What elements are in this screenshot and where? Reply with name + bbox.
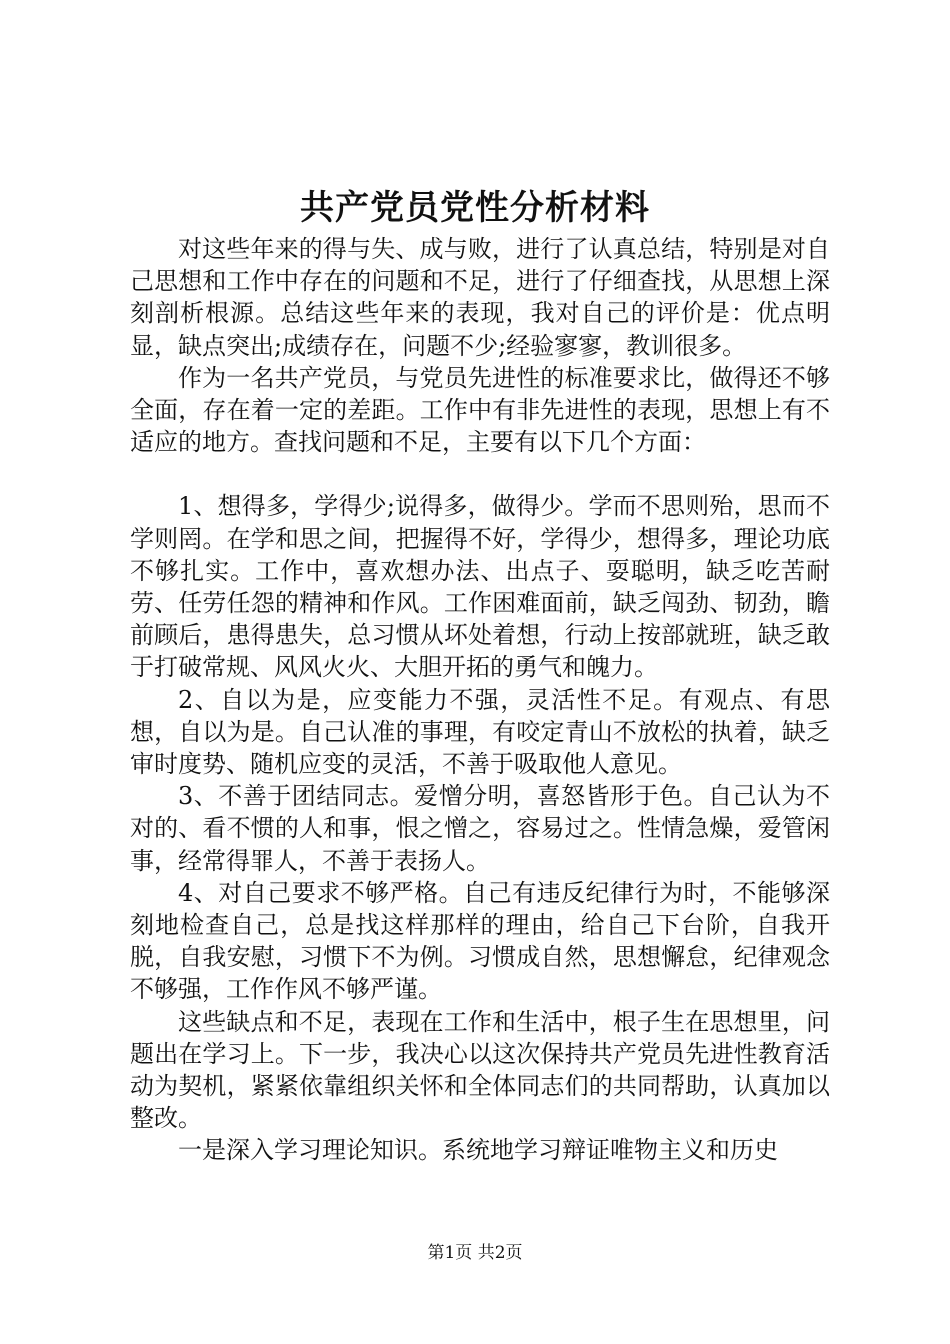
document-title: 共产党员党性分析材料 [300,188,650,228]
paragraph-gap-intro: 作为一名共产党员，与党员先进性的标准要求比，做得还不够全面，存在着一定的差距。工作中有非先进性的表现，思想上有不适应的地方。查找问题和不足，主要有以下几个方面： [130,363,830,457]
paragraph-measure-1: 一是深入学习理论知识。系统地学习辩证唯物主义和历史 [178,1136,778,1165]
page-number-footer: 第1页 共2页 [427,1243,523,1263]
paragraph-issue-4: 4、对自己要求不够严格。自己有违反纪律行为时，不能够深刻地检查自己，总是找这样那样的理由，给自己下台阶，自我开脱，自我安慰，习惯下不为例。习惯成自然，思想懈怠，纪律观念不够强，工作作风不够严谨。 [130,878,830,1004]
blank-line [130,458,830,490]
paragraph-rectification: 这些缺点和不足，表现在工作和生活中，根子生在思想里，问题出在学习上。下一步，我决心以这次保持共产党员先进性教育活动为契机，紧紧依靠组织关怀和全体同志们的共同帮助，认真加以整改。 [130,1007,830,1133]
paragraph-issue-3: 3、不善于团结同志。爱憎分明，喜怒皆形于色。自己认为不对的、看不惯的人和事，恨之憎之，容易过之。性情急燥，爱管闲事，经常得罪人，不善于表扬人。 [130,782,830,875]
paragraph-summary: 对这些年来的得与失、成与败，进行了认真总结，特别是对自己思想和工作中存在的问题和不足，进行了仔细查找，从思想上深刻剖析根源。总结这些年来的表现，我对自己的评价是：优点明显，缺点突出;成绩存在，问题不少;经验寥寥，教训很多。 [130,235,830,360]
paragraph-issue-1: 1、想得多，学得少;说得多，做得少。学而不思则殆，思而不学则罔。在学和思之间，把握得不好，学得少，想得多，理论功底不够扎实。工作中，喜欢想办法、出点子、耍聪明，缺乏吃苦耐劳、任劳任怨的精神和作风。工作困难面前，缺乏闯劲、韧劲，瞻前顾后，患得患失，总习惯从坏处着想，行动上按部就班，缺乏敢于打破常规、风风火火、大胆开拓的勇气和魄力。 [130,492,830,682]
document-body [130,233,830,1167]
paragraph-issue-2: 2、自以为是，应变能力不强，灵活性不足。有观点、有思想，自以为是。自己认准的事理，有咬定青山不放松的执着，缺乏审时度势、随机应变的灵活，不善于吸取他人意见。 [130,685,830,779]
